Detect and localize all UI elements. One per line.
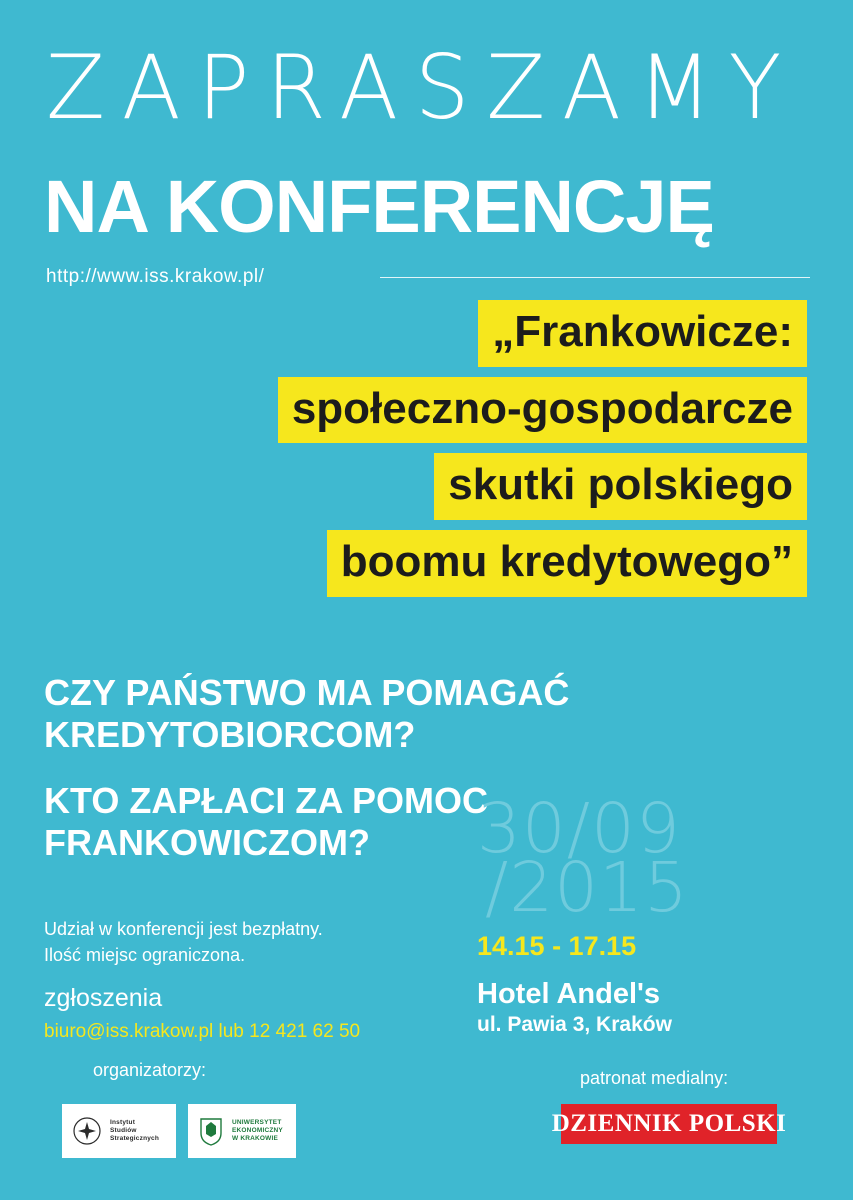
organizer-logos	[62, 1104, 296, 1158]
event-date-line1: 30/09	[477, 789, 681, 869]
signup-label: zgłoszenia	[44, 984, 163, 1013]
iss-emblem-icon	[72, 1116, 102, 1146]
press-logo-dziennik-polski	[551, 1104, 787, 1144]
event-date-line2: /2015	[485, 848, 689, 929]
title-line-3	[47, 453, 807, 520]
info-line-free: Udział w konferencji jest bezpłatny.	[44, 919, 323, 939]
invite-heading: ZAPRASZAMY	[46, 36, 799, 139]
uek-crest-icon	[198, 1116, 224, 1146]
iss-logo-line-1: Instytut	[110, 1118, 136, 1126]
event-details	[477, 789, 807, 1037]
header-divider	[380, 277, 810, 278]
organizer-logo-uek	[188, 1104, 296, 1158]
event-address: ul. Pawia 3, Kraków	[477, 1012, 672, 1036]
uek-logo-line-1: UNIWERSYTET	[232, 1118, 282, 1126]
website-url[interactable]: http://www.iss.krakow.pl/	[46, 266, 265, 287]
press-logo-text: DZIENNIK POLSKI	[551, 1110, 787, 1137]
title-line-1	[47, 300, 807, 367]
conference-heading: NA KONFERENCJĘ	[44, 165, 714, 248]
title-line-4	[47, 530, 807, 597]
title-text-4: boomu kredytowego”	[327, 530, 807, 597]
organizers-label: organizatorzy:	[93, 1060, 207, 1080]
participation-info	[44, 917, 484, 1044]
conference-title	[47, 300, 807, 607]
media-patron-label: patronat medialny:	[580, 1068, 729, 1088]
iss-logo-text	[110, 1119, 159, 1143]
uek-logo-line-3: W KRAKOWIE	[232, 1135, 279, 1143]
question-2: KTO ZAPŁACI ZA POMOC FRANKOWICZOM?	[44, 780, 488, 864]
title-text-3: skutki polskiego	[434, 453, 807, 520]
uek-logo-line-2: EKONOMICZNY	[232, 1126, 283, 1134]
title-text-2: społeczno-gospodarcze	[278, 377, 807, 444]
question-1: CZY PAŃSTWO MA POMAGAĆ KREDYTOBIORCOM?	[44, 672, 570, 756]
event-time: 14.15 - 17.15	[477, 930, 637, 961]
info-line-limited: Ilość miejsc ograniczona.	[44, 944, 246, 965]
event-date	[477, 789, 807, 929]
iss-logo-line-3: Strategicznych	[110, 1135, 160, 1143]
title-text-1: „Frankowicze:	[478, 300, 807, 367]
event-venue: Hotel Andel's	[477, 977, 661, 1010]
iss-logo-line-2: Studiów	[110, 1126, 137, 1134]
contact-details[interactable]: biuro@iss.krakow.pl lub 12 421 62 50	[44, 1020, 361, 1042]
title-line-2	[47, 377, 807, 444]
uek-logo-text	[232, 1119, 283, 1143]
organizer-logo-iss	[62, 1104, 176, 1158]
